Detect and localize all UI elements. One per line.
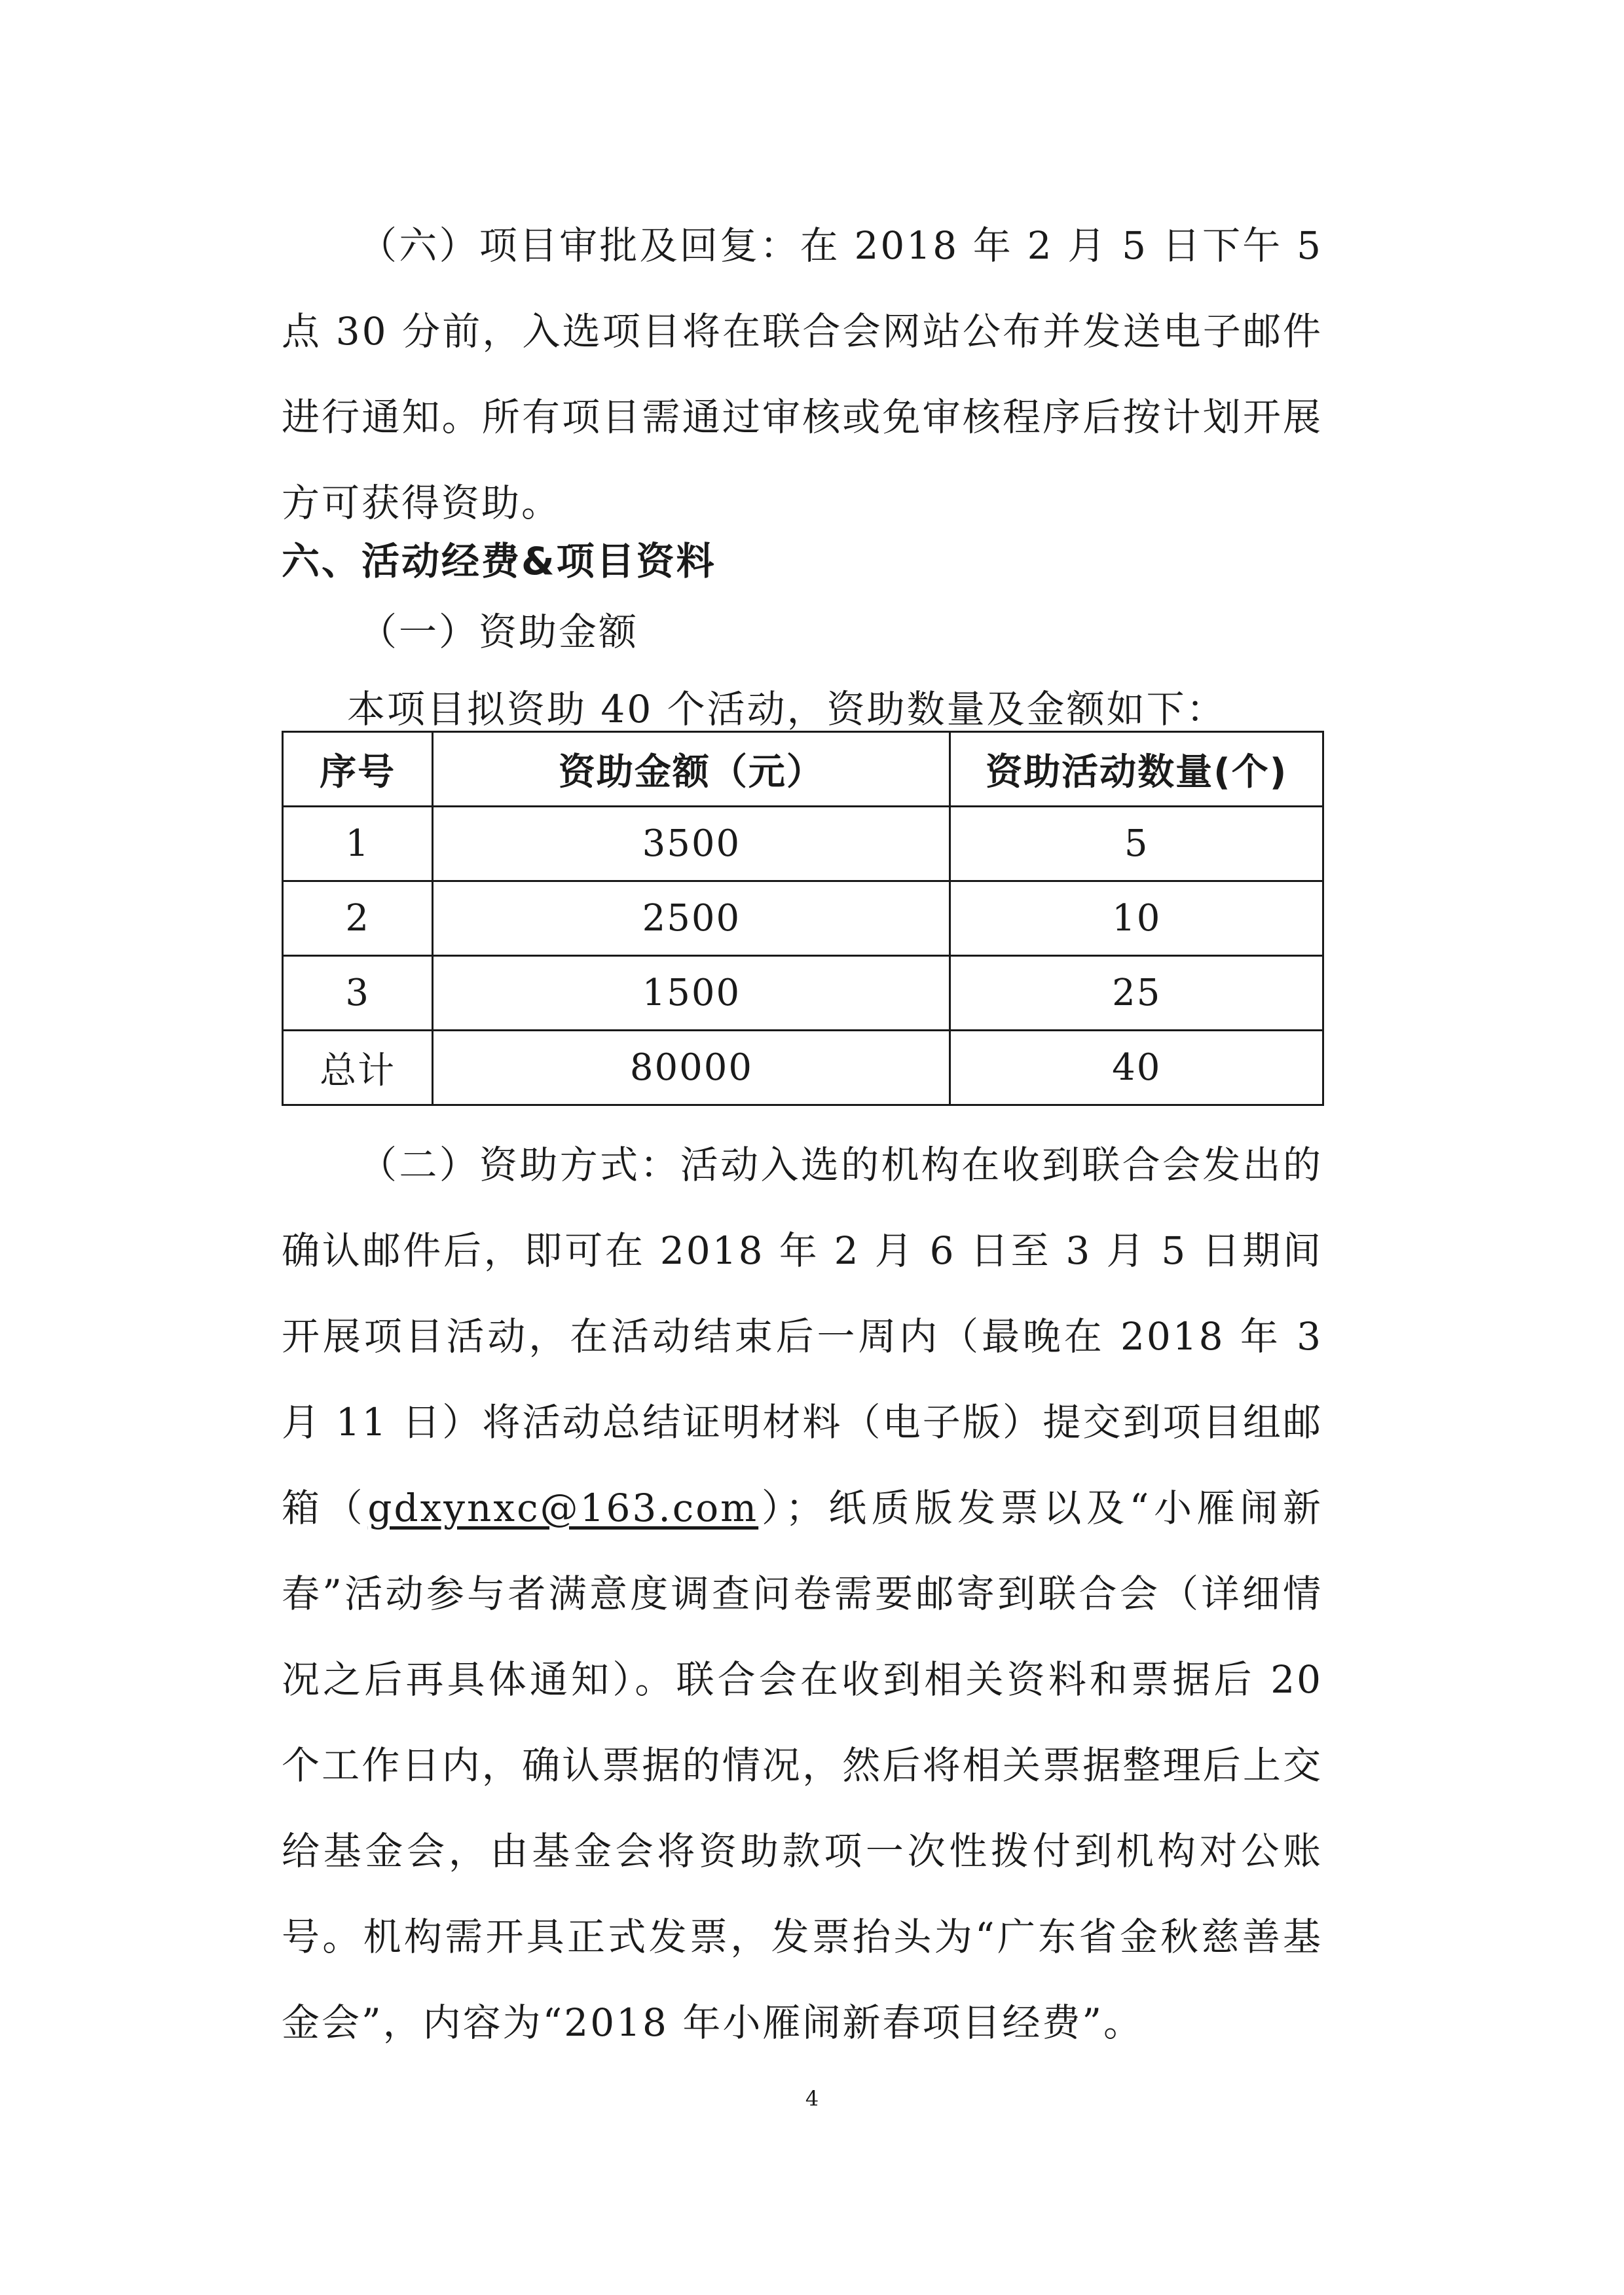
table-total-row bbox=[283, 1031, 1323, 1105]
method-text-after-email: ）；纸质版发票以及“小雁闹新春”活动参与者满意度调查问卷需要邮寄到联合会（详细情况之后再具体通知）。联合会在收到相关资料和票据后 20 个工作日内，确认票据的情况，然后将相关票据整理后上交给基金会，由基金会将资助款项一次性拨付到机构对公账号。机构需开具正式发票，发票抬头为“广东省金秋慈善基金会”，内容为“2018 年小雁闹新春项目经费”。 bbox=[282, 1486, 1323, 2045]
approval-paragraph: （六）项目审批及回复：在 2018 年 2 月 5 日下午 5 点 30 分前，入选项目将在联合会网站公布并发送电子邮件进行通知。所有项目需通过审核或免审核程序后按计划开展方可获得资助。 bbox=[282, 223, 1323, 525]
cell-total-amount: 80000 bbox=[433, 1031, 950, 1105]
funding-method-paragraph bbox=[282, 1122, 1323, 2066]
table-header-row bbox=[283, 732, 1323, 807]
table-row bbox=[283, 956, 1323, 1031]
cell-amount: 1500 bbox=[433, 956, 950, 1031]
page-number: 4 bbox=[805, 2086, 819, 2111]
cell-index: 2 bbox=[283, 881, 433, 956]
header-index: 序号 bbox=[283, 732, 433, 807]
cell-amount: 2500 bbox=[433, 881, 950, 956]
cell-total-count: 40 bbox=[950, 1031, 1323, 1105]
cell-index: 3 bbox=[283, 956, 433, 1031]
funding-amount-heading: （一）资助金额 bbox=[359, 610, 639, 654]
cell-index: 1 bbox=[283, 807, 433, 881]
cell-amount: 3500 bbox=[433, 807, 950, 881]
header-amount: 资助金额（元） bbox=[433, 732, 950, 807]
method-text-before-email: （二）资助方式：活动入选的机构在收到联合会发出的确认邮件后，即可在 2018 年 2 月 6 日至 3 月 5 日期间开展项目活动，在活动结束后一周内（最晚在 2018 年 3 月 11 日）将活动总结证明材料（电子版）提交到项目组邮箱（ bbox=[282, 1143, 1323, 1530]
section-heading: 六、活动经费&项目资料 bbox=[282, 539, 716, 583]
table-row bbox=[283, 881, 1323, 956]
project-email-link[interactable]: gdxynxc@163.com bbox=[367, 1486, 759, 1530]
table-row bbox=[283, 807, 1323, 881]
cell-count: 10 bbox=[950, 881, 1323, 956]
cell-count: 5 bbox=[950, 807, 1323, 881]
cell-total-label: 总计 bbox=[283, 1031, 433, 1105]
cell-count: 25 bbox=[950, 956, 1323, 1031]
funding-intro-line: 本项目拟资助 40 个活动，资助数量及金额如下： bbox=[347, 687, 1227, 731]
funding-table bbox=[282, 731, 1324, 1106]
header-count: 资助活动数量(个) bbox=[950, 732, 1323, 807]
